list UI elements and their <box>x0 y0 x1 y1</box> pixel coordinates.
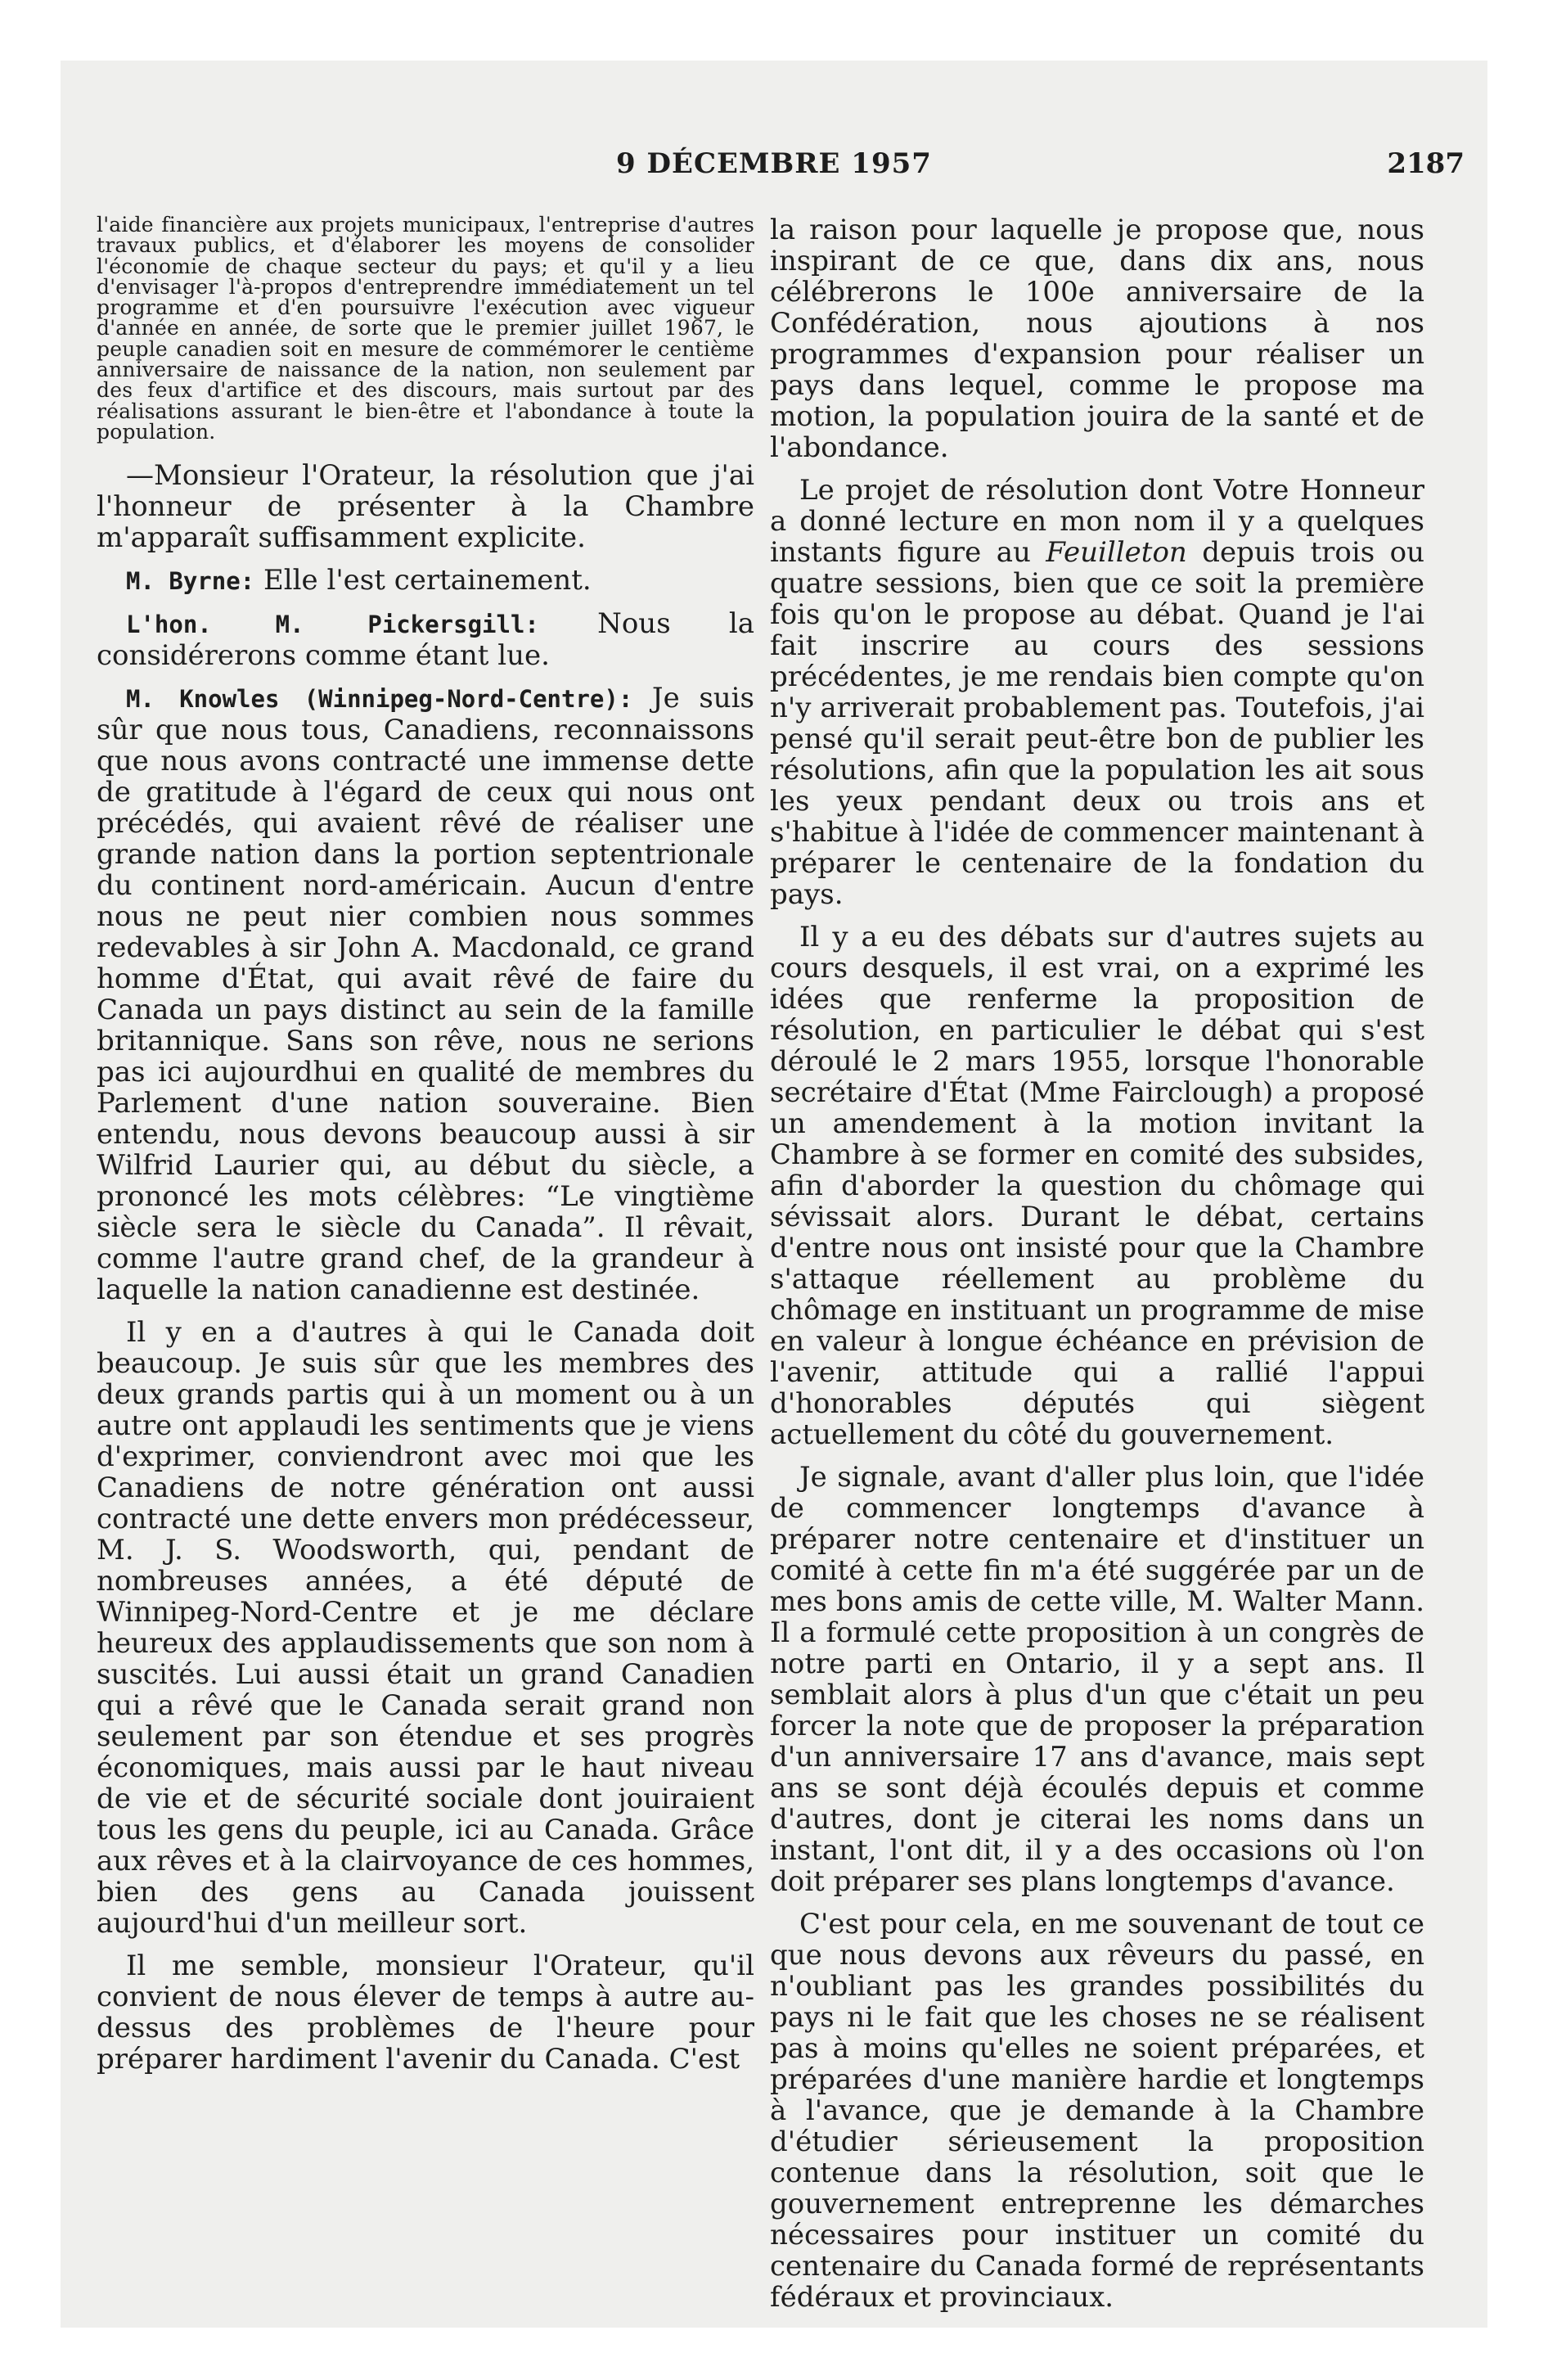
paragraph: Il y en a d'autres à qui le Canada doit beaucoup. Je suis sûr que les membres des deux grands partis qui à un moment ou à un autre ont applaudi les sentiments que je viens d'exprimer, conviendront avec moi que les Canadiens de notre génération ont aussi contracté une dette envers mon prédécesseur, M. J. S. Woodsworth, qui, pendant de nombreuses années, a été député de Winnipeg-Nord-Centre et je me déclare heureux des applaudissements que son nom à suscités. Lui aussi était un grand Canadien qui a rêvé que le Canada serait grand non seulement par son étendue et ses progrès économiques, mais aussi par le haut niveau de vie et de sécurité sociale dont jouiraient tous les gens du peuple, ici au Canada. Grâce aux rêves et à la clairvoyance de ces hommes, bien des gens au Canada jouissent aujourd'hui d'un meilleur sort. <box>97 1316 754 1941</box>
paragraph: la raison pour laquelle je propose que, nous inspirant de ce que, dans dix ans, nous célébrerons le 100e anniversaire de la Confédération, nous ajoutions à nos programmes d'expansion pour réaliser un pays dans lequel, comme le propose ma motion, la population jouira de la santé et de l'abondance. <box>770 214 1424 464</box>
text-run: depuis trois ou quatre sessions, bien que ce soit la première fois qu'on le propose au débat. Quand je l'ai fait inscrire au cours des sessions précédentes, je me rendais bien compte qu'on n'y arriverait probablement pas. Toutefois, j'ai pensé qu'il serait peut-être bon de publier les résolutions, afin que la population les ait sous les yeux pendant deux ou trois ans et s'habitue à l'idée de commencer maintenant à préparer le centenaire de la fondation du pays. <box>770 536 1424 911</box>
speech-text: Nous la considérerons comme étant lue. <box>97 607 754 673</box>
paragraph: Il me semble, monsieur l'Orateur, qu'il convient de nous élever de temps à autre au-dessus des problèmes de l'heure pour préparer hardiment l'avenir du Canada. C'est <box>97 1950 754 2076</box>
paragraph: Je signale, avant d'aller plus loin, que l'idée de commencer longtemps d'avance à préparer notre centenaire et d'instituer un comité à cette fin m'a été suggérée par un de mes bons amis de cette ville, M. Walter Mann. Il a formulé cette proposition à un congrès de notre parti en Ontario, il y a sept ans. Il semblait alors à plus d'un que c'était un peu forcer la note que de proposer la préparation d'un anniversaire 17 ans d'avance, mais sept ans se sont déjà écoulés depuis et comme d'autres, dont je citerai les noms dans un instant, l'ont dit, il y a des occasions où l'on doit préparer ses plans longtemps d'avance. <box>770 1461 1424 1898</box>
speech-text: Je suis sûr que nous tous, Canadiens, reconnaissons que nous avons contracté une immense dette de gratitude à l'égard de ceux qui nous ont précédés, qui avaient rêvé de réaliser une grande nation dans la portion septentrionale du continent nord-américain. Aucun d'entre nous ne peut nier combien nous sommes redevables à sir John A. Macdonald, ce grand homme d'État, qui avait rêvé de faire du Canada un pays distinct au sein de la famille britannique. Sans son rêve, nous ne serions pas ici aujourdhui en qualité de membres du Parlement d'une nation souveraine. Bien entendu, nous devons beaucoup aussi à sir Wilfrid Laurier qui, au début du siècle, a prononcé les mots célèbres: “Le vingtième siècle sera le siècle du Canada”. Il rêvait, comme l'autre grand chef, de la grandeur à laquelle la nation canadienne est destinée. <box>97 682 754 1307</box>
paragraph <box>770 475 1424 910</box>
resolution-text: l'aide financière aux projets municipaux, l'entreprise d'autres travaux publics, et d'élaborer les moyens de consolider l'économie de chaque secteur du pays; et qu'il y a lieu d'envisager l'à-propos d'entreprendre immédiatement un tel programme et d'en poursuivre l'exécution avec vigueur d'année en année, de sorte que le premier juillet 1967, le peuple canadien soit en mesure de commémorer le centième anniversaire de naissance de la nation, non seulement par des feux d'artifice et des discours, mais surtout par des réalisations assurant le bien-être et l'abondance à toute la population. <box>97 213 754 444</box>
page-number: 2187 <box>1387 147 1465 180</box>
paragraph <box>97 608 754 671</box>
left-column <box>97 214 754 2086</box>
speech-text: Elle l'est certainement. <box>254 564 592 597</box>
paragraph <box>97 683 754 1305</box>
right-column <box>770 214 1424 2324</box>
paragraph: Il y a eu des débats sur d'autres sujets au cours desquels, il est vrai, on a exprimé les idées que renferme la proposition de résolution, en particulier le débat qui s'est déroulé le 2 mars 1955, lorsque l'honorable secrétaire d'État (Mme Fairclough) a proposé un amendement à la motion invitant la Chambre à se former en comité des subsides, afin d'aborder la question du chômage qui sévissait alors. Durant le débat, certains d'entre nous ont insisté pour que la Chambre s'attaque réellement au problème du chômage en instituant un programme de mise en valeur à longue échéance en prévision de l'avenir, attitude qui a rallié l'appui d'honorables députés qui siègent actuellement du côté du gouvernement. <box>770 921 1424 1451</box>
paragraph: C'est pour cela, en me souvenant de tout ce que nous devons aux rêveurs du passé, en n'oubliant pas les grandes possibilités du pays ni le fait que les choses ne se réalisent pas à moins qu'elles ne soient préparées, et préparées d'une manière hardie et longtemps à l'avance, que je demande à la Chambre d'étudier sérieusement la proposition contenue dans la résolution, soit que le gouvernement entreprenne les démarches nécessaires pour instituer un comité du centenaire du Canada formé de représentants fédéraux et provinciaux. <box>770 1908 1424 2314</box>
paragraph <box>97 565 754 597</box>
speaker-name: M. Knowles (Winnipeg-Nord-Centre): <box>126 685 633 714</box>
paragraph: —Monsieur l'Orateur, la résolution que j'ai l'honneur de présenter à la Chambre m'apparaît suffisamment explicite. <box>97 459 754 555</box>
header-date: 9 DÉCEMBRE 1957 <box>616 147 932 180</box>
speaker-name: M. Byrne: <box>126 567 255 596</box>
text-run: Le projet de résolution dont Votre Honneur a donné lecture en mon nom il y a quelques instants figure au <box>770 474 1424 569</box>
page-header <box>0 147 1548 196</box>
italic-text: Feuilleton <box>1046 536 1187 569</box>
speaker-name: L'hon. M. Pickersgill: <box>126 611 539 639</box>
